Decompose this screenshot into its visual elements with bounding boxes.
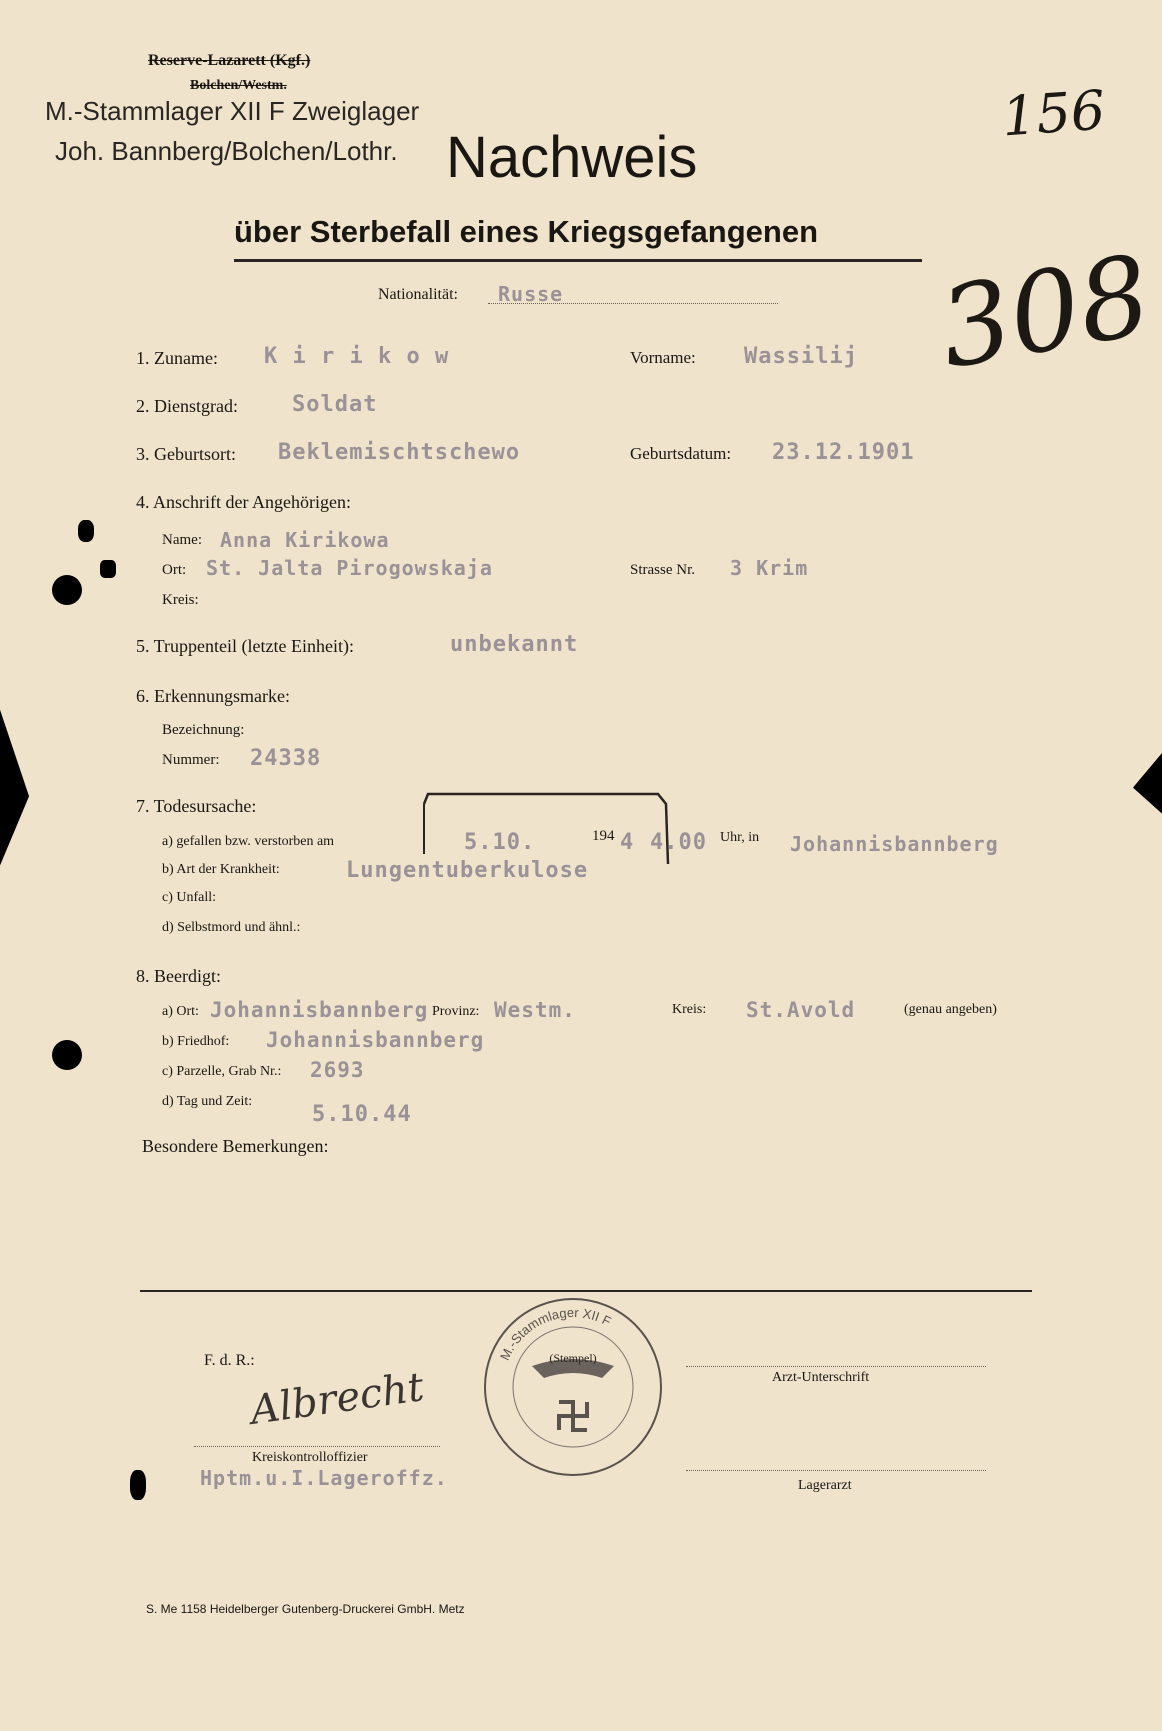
relative-street-value: 3 Krim <box>730 556 809 580</box>
tag-number-value: 24338 <box>250 746 322 771</box>
birthdate-label: Geburtsdatum: <box>630 444 732 463</box>
camp-stamp-line2: Joh. Bannberg/Bolchen/Lothr. <box>55 136 398 166</box>
struck-location-line: Bolchen/Westm. <box>190 78 287 93</box>
nationality-value: Russe <box>498 282 564 306</box>
accident-label: c) Unfall: <box>162 890 217 905</box>
document-subtitle: über Sterbefall eines Kriegsgefangenen <box>234 214 819 249</box>
relative-district-label: Kreis: <box>162 592 199 608</box>
province-value: Westm. <box>494 998 576 1022</box>
rank-value: Soldat <box>292 392 378 417</box>
death-date-label: a) gefallen bzw. verstorben am <box>162 834 335 849</box>
relative-street-label: Strasse Nr. <box>630 562 695 578</box>
printer-imprint: S. Me 1158 Heidelberger Gutenberg-Druckerei GmbH. Metz <box>146 1602 465 1616</box>
surname-label: 1. Zuname: <box>136 348 218 368</box>
tag-label: 6. Erkennungsmarke: <box>136 686 290 706</box>
punch-hole <box>130 1470 146 1500</box>
burial-date-label: d) Tag und Zeit: <box>162 1094 253 1109</box>
suicide-label: d) Selbstmord und ähnl.: <box>162 920 301 935</box>
relative-name-value: Anna Kirikowa <box>220 528 390 552</box>
death-time-value: 4.00 <box>650 830 707 855</box>
doctor-signature-line <box>686 1366 986 1367</box>
footer-rule <box>140 1290 1032 1292</box>
relatives-label: 4. Anschrift der Angehörigen: <box>136 492 351 512</box>
province-label: Provinz: <box>432 1004 480 1019</box>
stamp-label: (Stempel) <box>549 1351 597 1365</box>
officer-signature: Albrecht <box>247 1364 427 1434</box>
punch-hole <box>52 1040 82 1070</box>
doctor-signature-label: Arzt-Unterschrift <box>772 1370 870 1385</box>
cause-label: 7. Todesursache: <box>136 796 257 816</box>
unit-value: unbekannt <box>450 632 579 657</box>
firstname-value: Wassilij <box>744 344 858 369</box>
official-stamp <box>482 1296 664 1478</box>
burial-place-label: a) Ort: <box>162 1004 199 1019</box>
disease-value: Lungentuberkulose <box>346 858 589 883</box>
death-year-typed: 4 <box>620 830 635 855</box>
tag-number-label: Nummer: <box>162 752 220 768</box>
title-underline <box>234 259 922 262</box>
stamp-ring-text: M.-Stammlager XII F <box>496 1304 614 1363</box>
punch-hole <box>52 575 82 605</box>
firstname-label: Vorname: <box>630 348 696 367</box>
relative-place-label: Ort: <box>162 562 187 578</box>
burial-date-value: 5.10.44 <box>312 1102 412 1127</box>
burial-label: 8. Beerdigt: <box>136 966 221 986</box>
struck-hospital-line: Reserve-Lazarett (Kgf.) <box>148 52 311 69</box>
district-label: Kreis: <box>672 1002 707 1017</box>
plot-value: 2693 <box>310 1058 365 1082</box>
burial-place-value: Johannisbannberg <box>210 998 429 1022</box>
plot-label: c) Parzelle, Grab Nr.: <box>162 1064 282 1079</box>
birthdate-value: 23.12.1901 <box>772 440 915 465</box>
cemetery-value: Johannisbannberg <box>266 1028 485 1052</box>
rank-label: 2. Dienstgrad: <box>136 396 238 416</box>
nationality-label: Nationalität: <box>378 286 458 303</box>
district-value: St.Avold <box>746 998 856 1022</box>
surname-value: K i r i k o w <box>264 344 450 369</box>
camp-doctor-line <box>686 1470 986 1471</box>
birthplace-value: Beklemischtschewo <box>278 440 521 465</box>
camp-doctor-label: Lagerarzt <box>798 1478 852 1493</box>
death-year-printed: 194 <box>592 828 615 844</box>
relative-name-label: Name: <box>162 532 202 548</box>
district-note: (genau angeben) <box>904 1002 997 1017</box>
unit-label: 5. Truppenteil (letzte Einheit): <box>136 636 354 656</box>
tag-description-label: Bezeichnung: <box>162 722 245 738</box>
officer-label: Kreiskontrolloffizier <box>252 1450 368 1465</box>
uhr-in-label: Uhr, in <box>720 830 760 845</box>
archive-number-small: 156 <box>999 78 1108 149</box>
death-place-value: Johannisbannberg <box>790 832 999 856</box>
officer-signature-line <box>194 1446 440 1447</box>
remarks-label: Besondere Bemerkungen: <box>142 1136 329 1156</box>
camp-stamp-line1: M.-Stammlager XII F Zweiglager <box>45 96 420 126</box>
birthplace-label: 3. Geburtsort: <box>136 444 236 464</box>
document-title: Nachweis <box>446 125 698 190</box>
disease-label: b) Art der Krankheit: <box>162 862 280 877</box>
archive-number-large: 308 <box>930 230 1160 394</box>
officer-title: Hptm.u.I.Lageroffz. <box>200 1466 448 1490</box>
relative-place-value: St. Jalta Pirogowskaja <box>206 556 493 580</box>
cemetery-label: b) Friedhof: <box>162 1034 230 1049</box>
punch-hole <box>78 520 94 542</box>
fdr-label: F. d. R.: <box>204 1352 255 1369</box>
punch-hole <box>100 560 116 578</box>
death-date-value: 5.10. <box>464 830 536 855</box>
